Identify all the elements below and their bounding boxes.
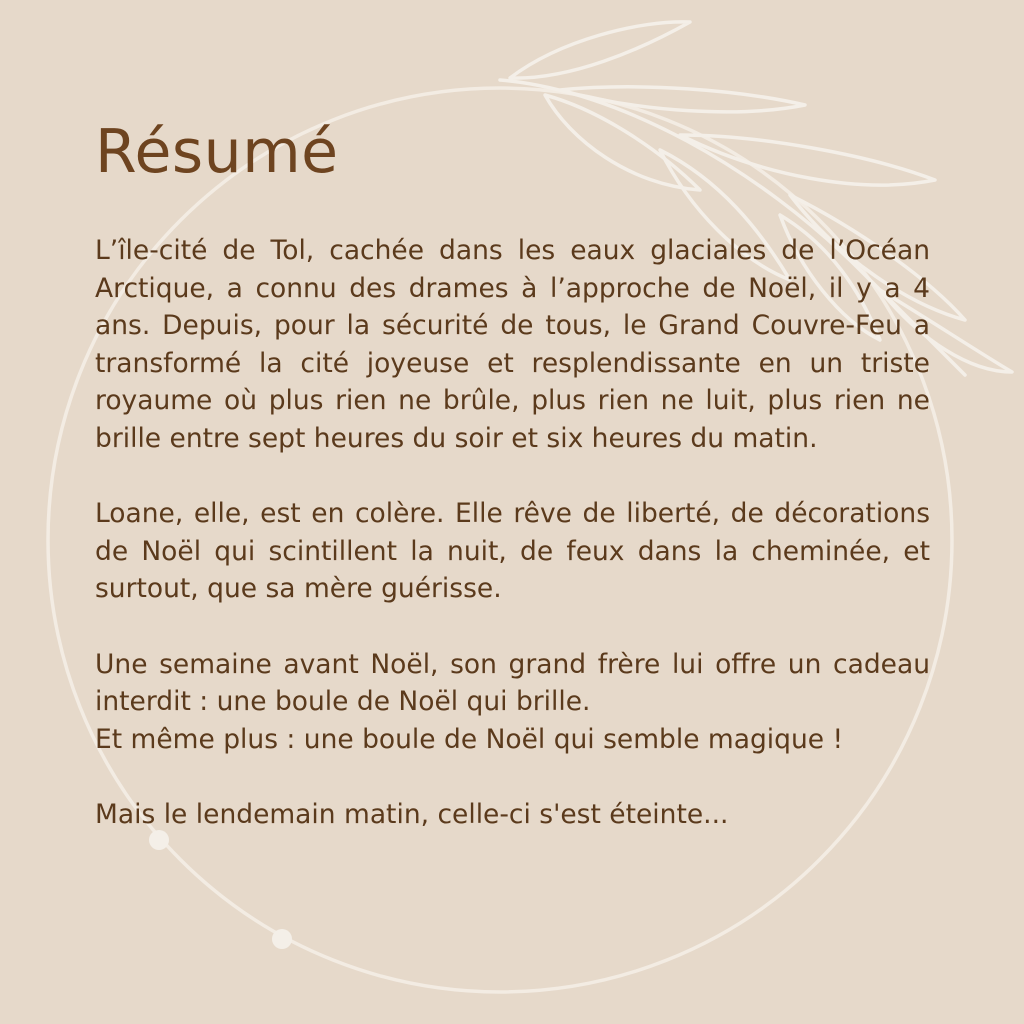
- paragraph-1: L’île-cité de Tol, cachée dans les eaux glaciales de l’Océan Arctique, a connu des drames à l’approche de Noël, il y a 4 ans. Depuis, pour la sécurité de tous, le Grand Couvre-Feu a transformé la cité joyeuse et resplendissante en un triste royaume où plus rien ne brûle, plus rien ne luit, plus rien ne brille entre sept heures du soir et six heures du matin.: [95, 235, 930, 454]
- dot-ornament: [272, 929, 292, 949]
- paragraph-3: [95, 646, 930, 759]
- summary-body: [95, 232, 930, 834]
- page-title: Résumé: [95, 117, 339, 187]
- paragraph-2: Loane, elle, est en colère. Elle rêve de liberté, de décorations de Noël qui scintillent la nuit, de feux dans la cheminée, et surtout, que sa mère guérisse.: [95, 498, 930, 605]
- paragraph-3-line-1: Une semaine avant Noël, son grand frère lui offre un cadeau interdit : une boule de Noël qui brille.: [95, 648, 930, 718]
- closing-paragraph: Mais le lendemain matin, celle-ci s'est éteinte...: [95, 798, 729, 830]
- paragraph-3-line-2: Et même plus : une boule de Noël qui semble magique !: [95, 723, 844, 755]
